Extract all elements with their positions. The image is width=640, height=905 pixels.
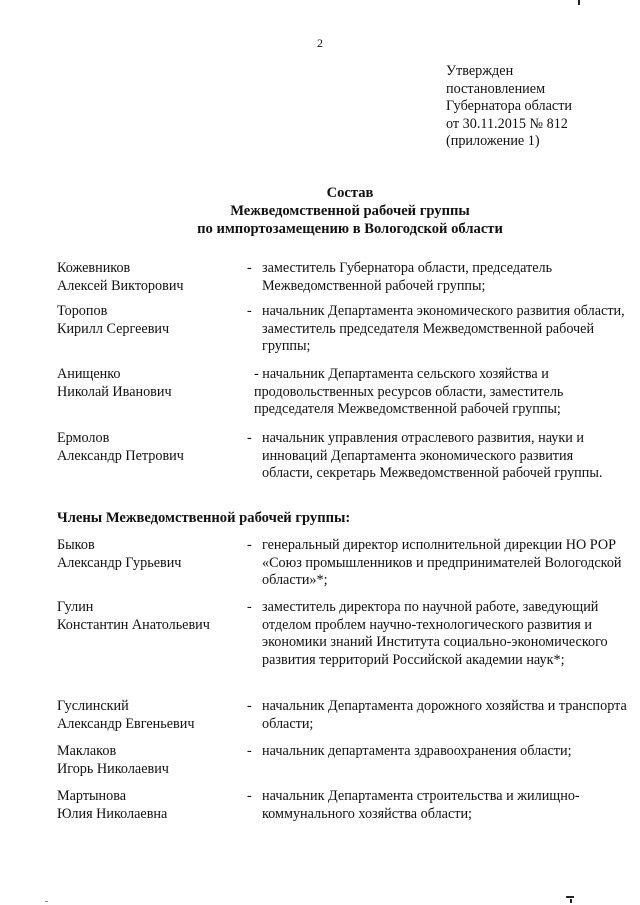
member-surname: Гуслинский	[57, 698, 129, 714]
member-surname: Маклаков	[57, 743, 117, 759]
member-role: генеральный директор исполнительной дирекции НО РОР «Союз промышленников и предпринимателей Вологодской области»*;	[262, 537, 622, 588]
member-given-name: Александр Гурьевич	[57, 554, 182, 571]
member-dash: -	[247, 430, 252, 446]
title-line: по импортозамещению в Вологодской области	[197, 221, 503, 237]
member-role: заместитель Губернатора области, председатель Межведомственной рабочей группы;	[262, 260, 553, 294]
member-role: начальник Департамента строительства и жилищно-коммунального хозяйства области;	[262, 788, 580, 822]
member-role: начальник департамента здравоохранения области;	[262, 743, 572, 759]
approval-line: постановлением	[446, 80, 546, 97]
member-name	[57, 430, 247, 465]
member-given-name: Игорь Николаевич	[57, 760, 169, 777]
member-given-name: Константин Анатольевич	[57, 616, 210, 633]
member-given-name: Александр Петрович	[57, 447, 184, 464]
member-name	[57, 599, 247, 634]
member-surname: Кожевников	[57, 260, 131, 276]
member-dash: -	[247, 599, 252, 615]
scan-mark	[578, 0, 580, 5]
approval-line: Утвержден	[446, 63, 514, 79]
member-name	[57, 303, 247, 338]
member-name	[57, 698, 247, 733]
member-dash: -	[247, 303, 252, 319]
member-given-name: Кирилл Сергеевич	[57, 320, 170, 337]
member-surname: Мартынова	[57, 788, 127, 804]
member-surname: Быков	[57, 537, 95, 553]
member-name	[57, 366, 247, 401]
scan-mark	[45, 901, 48, 902]
member-given-name: Юлия Николаевна	[57, 805, 168, 822]
member-name	[57, 537, 247, 572]
member-dash: -	[247, 743, 252, 759]
member-given-name: Александр Евгеньевич	[57, 715, 195, 732]
member-dash: -	[247, 537, 252, 553]
scan-mark	[570, 899, 572, 903]
member-role: начальник Департамента дорожного хозяйства и транспорта области;	[262, 698, 627, 732]
member-name	[57, 788, 247, 823]
approval-line: Губернатора области	[446, 98, 572, 114]
document-title	[0, 184, 640, 238]
page-number: 2	[317, 36, 323, 50]
title-line: Состав	[326, 185, 374, 201]
scan-mark	[566, 896, 574, 898]
member-surname: Торопов	[57, 303, 108, 319]
member-given-name: Николай Иванович	[57, 383, 172, 400]
member-name	[57, 260, 247, 295]
title-line: Межведомственной рабочей группы	[230, 203, 470, 219]
approval-line: от 30.11.2015 № 812	[446, 115, 568, 132]
member-dash: -	[247, 260, 252, 276]
member-role: - начальник Департамента сельского хозяйства и продовольственных ресурсов области, заместитель председателя Межведомственной рабочей группы;	[254, 366, 564, 417]
member-surname: Гулин	[57, 599, 94, 615]
member-surname: Анищенко	[57, 366, 121, 382]
member-role: начальник Департамента экономического развития области, заместитель председателя Межведомственной рабочей группы;	[262, 303, 625, 354]
member-given-name: Алексей Викторович	[57, 277, 184, 294]
members-heading: Члены Межведомственной рабочей группы:	[57, 510, 351, 526]
approval-line: (приложение 1)	[446, 133, 540, 149]
member-dash: -	[247, 788, 252, 804]
member-name	[57, 743, 247, 778]
approval-stamp-text	[446, 63, 572, 151]
member-role: заместитель директора по научной работе, заведующий отделом проблем научно-технологического развития и экономики знаний Института социально-экономического развития территорий Российской академии наук*;	[262, 599, 608, 668]
member-dash: -	[247, 698, 252, 714]
member-surname: Ермолов	[57, 430, 110, 446]
member-role: начальник управления отраслевого развития, науки и инноваций Департамента экономического развития области, секретарь Межведомственной рабочей группы.	[262, 430, 603, 481]
